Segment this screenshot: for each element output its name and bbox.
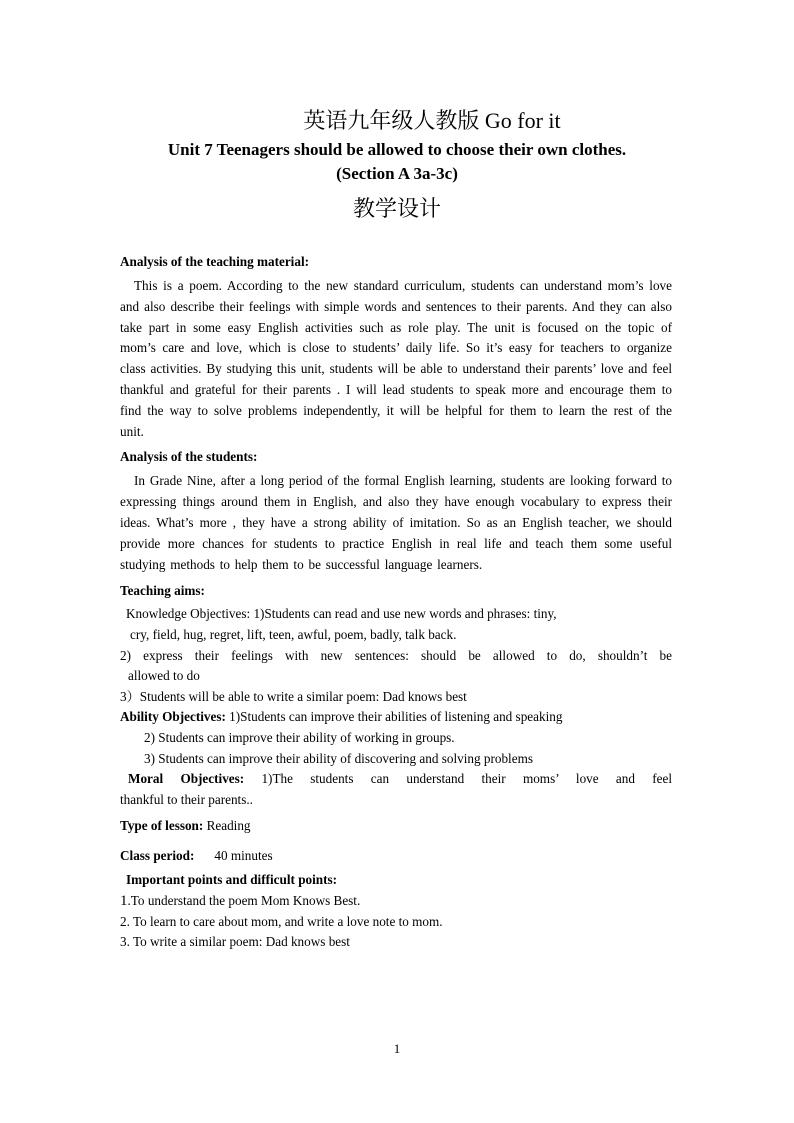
aims-heading: Teaching aims: — [120, 583, 205, 599]
material-paragraph: This is a poem. According to the new standard curriculum, students can understand mom’s love and also describe their feelings with simple words and sentences to their parents. And they can also take part in some easy English activities such as role play. The unit is focused on the topic of mom’s care and love, which is close to students’ daily life. So it’s easy for teachers to organize class activities. By studying this unit, students will be able to understand their parents’ love and feel thankful and grateful for their parents . I will lead students to speak more and encourage them to find the way to solve problems independently, it will be helpful for them to learn the rest of the unit. — [120, 278, 672, 439]
ability-line-3: 3) Students can improve their ability of discovering and solving problems — [144, 750, 533, 766]
page-number: 1 — [393, 1041, 401, 1056]
point-1-text: .To understand the poem Mom Knows Best. — [127, 893, 361, 909]
document-title: 英语九年级人教版 Go for it — [303, 108, 561, 133]
lesson-type-value: Reading — [203, 818, 251, 834]
document-body — [120, 252, 672, 953]
material-heading: Analysis of the teaching material: — [120, 254, 309, 269]
ability-text-1: 1)Students can improve their abilities of listening and speaking — [225, 709, 563, 725]
class-period — [120, 846, 672, 867]
moral-line-2: thankful to their parents.. — [120, 791, 253, 807]
unit-title: Unit 7 Teenagers should be allowed to choose their own clothes. — [167, 140, 627, 159]
ability-line-1 — [120, 707, 672, 728]
lesson-type — [120, 816, 672, 837]
moral-label: Moral Objectives: — [128, 771, 245, 787]
knowledge-line-5: 3）Students will be able to write a similar poem: Dad knows best — [120, 688, 467, 704]
class-period-label: Class period: — [120, 847, 195, 863]
points-heading: Important points and difficult points: — [126, 872, 338, 888]
knowledge-line-1: Knowledge Objectives: 1)Students can read and use new words and phrases: tiny, — [126, 606, 557, 622]
students-paragraph: In Grade Nine, after a long period of the formal English learning, students are looking forward to expressing things around them in English, and also they have enough vocabulary to express their ideas. What’s more , they have a strong ability of imitation. So as an English teacher, we should provide more chances for students to practice English in real life and teach them some useful studying methods to help them to be successful language learners. — [120, 473, 672, 572]
class-period-value: 40 minutes — [214, 847, 273, 863]
knowledge-line-3: 2) express their feelings with new sentences: should be allowed to do, shouldn’t be — [120, 647, 672, 663]
moral-line-1 — [120, 769, 672, 790]
point-2: 2. To learn to care about mom, and write a love note to mom. — [120, 913, 443, 929]
ability-line-2: 2) Students can improve their ability of working in groups. — [144, 729, 455, 745]
moral-text-1: 1)The students can understand their moms’ love and feel — [244, 771, 672, 787]
point-1 — [120, 891, 672, 912]
knowledge-line-2: cry, field, hug, regret, lift, teen, awful, poem, badly, talk back. — [130, 626, 457, 642]
section-title: (Section A 3a-3c) — [336, 164, 458, 183]
point-3: 3. To write a similar poem: Dad knows best — [120, 934, 350, 950]
students-heading: Analysis of the students: — [120, 449, 258, 465]
ability-label: Ability Objectives: — [120, 709, 226, 725]
point-1-number: 1 — [120, 893, 128, 910]
lesson-type-label: Type of lesson: — [120, 818, 204, 834]
document-subtitle: 教学设计 — [352, 196, 441, 221]
knowledge-line-4: allowed to do — [128, 668, 200, 684]
